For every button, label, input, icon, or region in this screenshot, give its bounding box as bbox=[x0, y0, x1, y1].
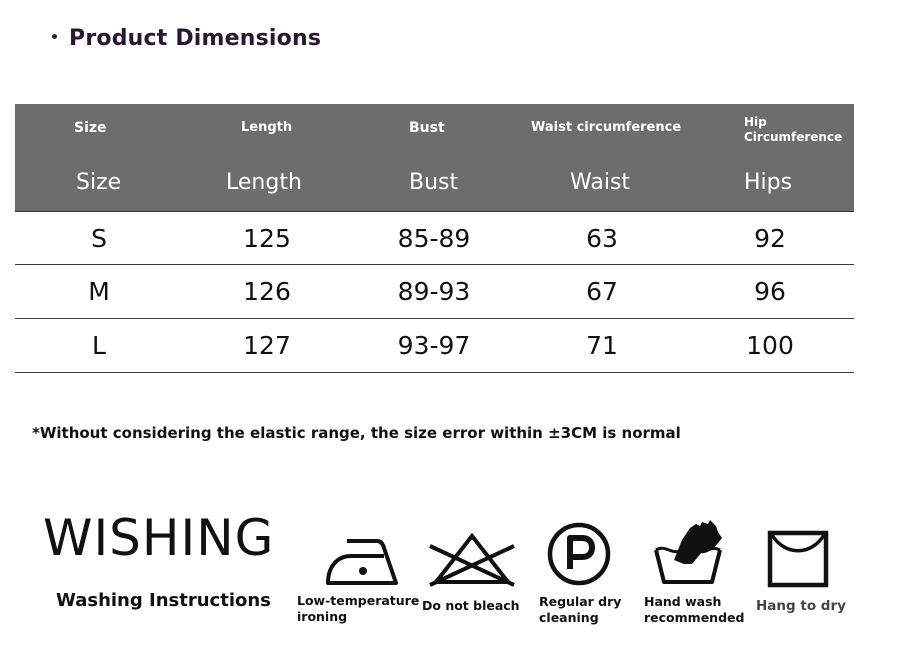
cell-length: 127 bbox=[243, 331, 291, 360]
hand-wash-label bbox=[644, 594, 744, 626]
header-size: Size bbox=[76, 170, 122, 195]
table-row bbox=[15, 211, 854, 265]
cell-bust: 89-93 bbox=[397, 277, 471, 306]
header-waist: Waist bbox=[570, 170, 631, 195]
bullet-dot bbox=[52, 34, 57, 39]
cell-waist: 63 bbox=[586, 224, 618, 253]
size-table bbox=[15, 104, 854, 373]
dry-clean-label-line2: cleaning bbox=[539, 610, 599, 625]
cell-hips: 92 bbox=[754, 224, 786, 253]
dry-clean-p-icon bbox=[546, 521, 612, 587]
header-hip-en bbox=[744, 115, 842, 145]
cell-length: 126 bbox=[243, 277, 291, 306]
iron-label-line1: Low-temperature bbox=[297, 593, 420, 608]
table-row bbox=[15, 265, 854, 319]
hand-wash-label-line1: Hand wash bbox=[644, 594, 722, 609]
hand-wash-icon bbox=[652, 520, 724, 586]
cell-hips: 100 bbox=[746, 331, 794, 360]
size-tolerance-note: *Without considering the elastic range, the size error within ±3CM is normal bbox=[32, 424, 681, 442]
brand-logo-text: WISHING bbox=[43, 509, 275, 567]
do-not-bleach-icon bbox=[426, 530, 518, 588]
page-title-block bbox=[52, 22, 321, 54]
hang-dry-label bbox=[756, 598, 846, 614]
header-hip-en-line1: Hip bbox=[744, 115, 767, 129]
table-row bbox=[15, 319, 854, 373]
header-length: Length bbox=[226, 170, 302, 195]
cell-size: L bbox=[92, 331, 106, 360]
cell-size: M bbox=[88, 277, 110, 306]
iron-low-temperature-icon bbox=[325, 535, 401, 587]
hang-dry-label-line1: Hang to dry bbox=[756, 598, 846, 614]
header-hips: Hips bbox=[744, 170, 793, 195]
table-header bbox=[15, 104, 854, 211]
header-waist-en: Waist circumference bbox=[531, 120, 682, 135]
cell-size: S bbox=[91, 224, 107, 253]
cell-waist: 67 bbox=[586, 277, 618, 306]
bleach-label bbox=[422, 598, 520, 614]
header-size-en: Size bbox=[74, 120, 107, 136]
iron-label bbox=[297, 593, 419, 625]
dry-clean-label-line1: Regular dry bbox=[539, 594, 622, 609]
dry-clean-label bbox=[539, 594, 621, 626]
header-bust: Bust bbox=[409, 170, 459, 195]
hand-wash-label-line2: recommended bbox=[644, 610, 745, 625]
cell-length: 125 bbox=[243, 224, 291, 253]
iron-label-line2: ironing bbox=[297, 609, 348, 624]
header-hip-en-line2: Circumference bbox=[744, 130, 843, 144]
cell-bust: 93-97 bbox=[397, 331, 471, 360]
bleach-label-line1: Do not bleach bbox=[422, 598, 520, 613]
washing-instructions-title: Washing Instructions bbox=[56, 590, 271, 611]
header-bust-en: Bust bbox=[409, 120, 445, 136]
cell-hips: 96 bbox=[754, 277, 786, 306]
header-length-en: Length bbox=[241, 120, 293, 135]
hang-to-dry-icon bbox=[767, 530, 829, 588]
page-title: Product Dimensions bbox=[69, 25, 322, 51]
cell-waist: 71 bbox=[586, 331, 618, 360]
cell-bust: 85-89 bbox=[397, 224, 471, 253]
